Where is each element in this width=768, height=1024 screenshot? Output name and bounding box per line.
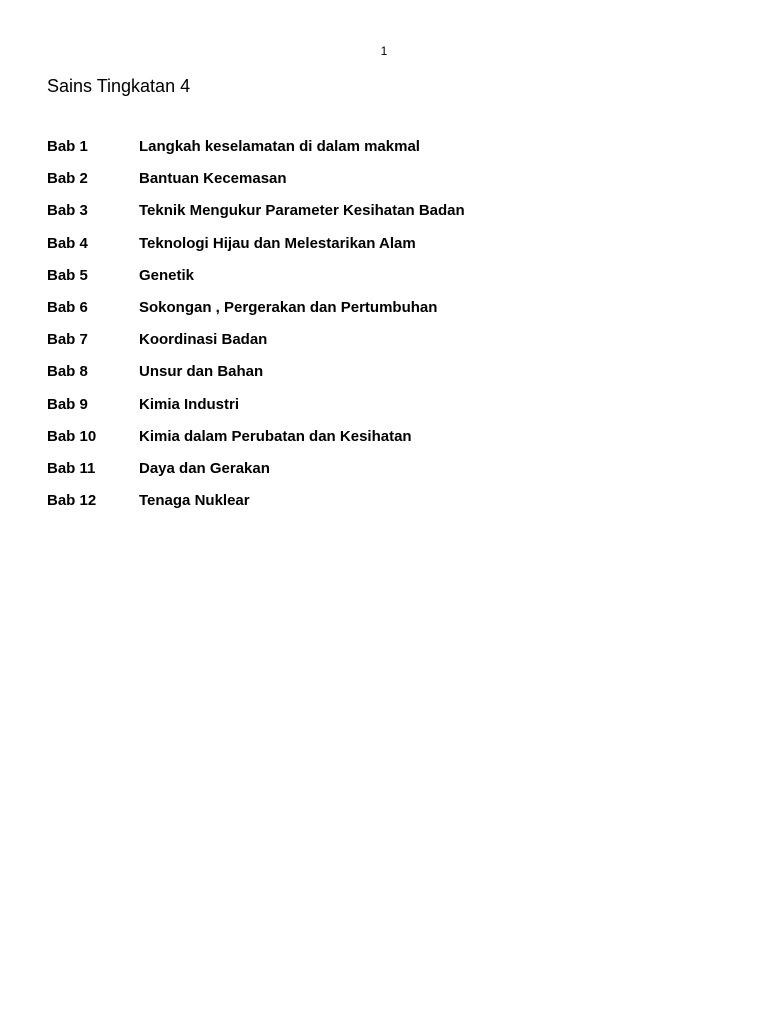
chapter-row <box>47 170 465 202</box>
chapter-row <box>47 363 465 395</box>
chapter-row <box>47 331 465 363</box>
chapter-row <box>47 428 465 460</box>
chapter-title: Langkah keselamatan di dalam makmal <box>139 138 420 155</box>
chapter-row <box>47 460 465 492</box>
chapter-title: Sokongan , Pergerakan dan Pertumbuhan <box>139 298 438 316</box>
chapter-row <box>47 299 465 331</box>
chapter-list <box>47 138 465 524</box>
chapter-title: Unsur dan Bahan <box>139 363 264 381</box>
chapter-row <box>47 267 465 299</box>
chapter-row <box>47 492 465 524</box>
chapter-row <box>47 235 465 267</box>
chapter-number: Bab 6 <box>47 298 88 316</box>
chapter-title: Bantuan Kecemasan <box>139 170 287 188</box>
chapter-title: Teknologi Hijau dan Melestarikan Alam <box>139 234 416 252</box>
page-number: 1 <box>380 44 388 58</box>
chapter-number: Bab 5 <box>47 266 88 284</box>
chapter-number: Bab 9 <box>47 395 88 413</box>
document-title: Sains Tingkatan 4 <box>47 76 191 96</box>
chapter-title: Genetik <box>139 266 195 284</box>
chapter-row <box>47 138 465 170</box>
chapter-number: Bab 11 <box>47 459 96 477</box>
chapter-number: Bab 7 <box>47 331 88 349</box>
chapter-number: Bab 10 <box>47 427 97 445</box>
chapter-title: Koordinasi Badan <box>139 331 268 349</box>
chapter-number: Bab 3 <box>47 202 88 220</box>
chapter-number: Bab 12 <box>47 492 97 510</box>
chapter-row <box>47 202 465 234</box>
chapter-title: Kimia dalam Perubatan dan Kesihatan <box>139 427 412 445</box>
chapter-title: Kimia Industri <box>139 395 240 413</box>
chapter-number: Bab 2 <box>47 170 88 188</box>
chapter-number: Bab 1 <box>47 138 88 155</box>
chapter-number: Bab 8 <box>47 363 88 381</box>
chapter-row <box>47 396 465 428</box>
chapter-number: Bab 4 <box>47 234 88 252</box>
chapter-title: Daya dan Gerakan <box>139 459 270 477</box>
chapter-title: Tenaga Nuklear <box>139 492 250 510</box>
chapter-title: Teknik Mengukur Parameter Kesihatan Badan <box>139 202 465 220</box>
